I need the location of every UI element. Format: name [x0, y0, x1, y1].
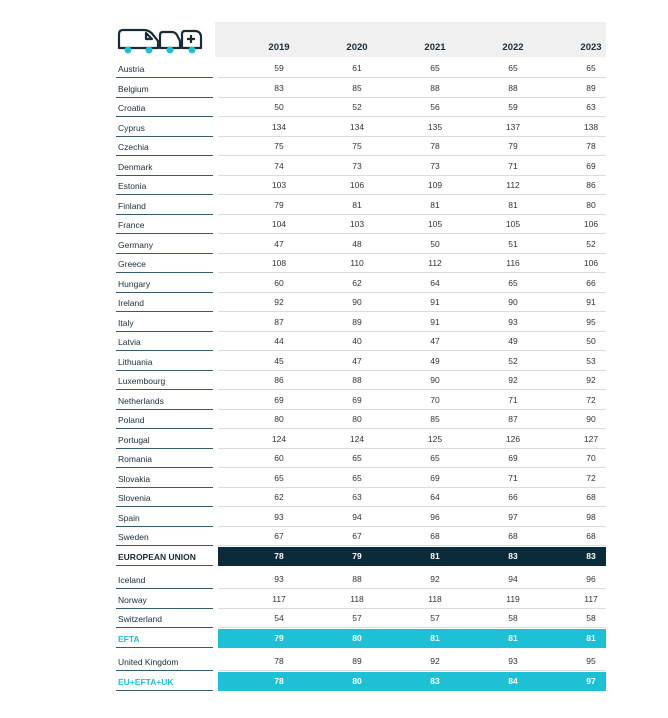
country-label: Luxembourg — [118, 376, 166, 386]
value-cell-2019: 50 — [274, 102, 284, 112]
value-cell-2022: 59 — [508, 102, 518, 112]
value-cell-2023: 138 — [583, 121, 599, 132]
vans-icon — [116, 24, 204, 56]
value-cell-2019: 54 — [274, 613, 284, 623]
country-underline — [116, 565, 213, 566]
country-label: Germany — [118, 239, 153, 250]
value-cell-2022: 105 — [505, 219, 521, 229]
country-label: Italy — [118, 317, 134, 328]
value-cell-2020: 94 — [352, 511, 362, 522]
value-cell-2020: 89 — [352, 316, 362, 327]
value-cell-2019: 86 — [274, 375, 284, 385]
value-cell-2019: 60 — [274, 453, 284, 463]
country-underline — [116, 647, 213, 648]
table-row — [0, 527, 668, 546]
value-cell-2023: 68 — [586, 531, 596, 541]
value-cell-2022: 81 — [508, 632, 518, 643]
table-row — [0, 254, 668, 273]
value-cell-2019: 60 — [274, 277, 284, 288]
value-cell-2020: 65 — [352, 453, 362, 463]
table-row — [0, 609, 668, 628]
value-cell-2019: 69 — [274, 394, 284, 405]
country-label: Iceland — [118, 575, 146, 585]
country-label: Denmark — [118, 161, 153, 172]
value-cell-2019: 47 — [274, 238, 284, 249]
table-row — [0, 469, 668, 488]
country-label: Poland — [118, 415, 145, 425]
value-cell-2021: 91 — [430, 316, 440, 327]
value-cell-2021: 49 — [430, 355, 440, 366]
table-row — [0, 488, 668, 507]
value-cell-2023: 69 — [586, 160, 596, 171]
value-cell-2021: 109 — [427, 180, 443, 190]
country-label: Belgium — [118, 83, 149, 94]
country-label: United Kingdom — [118, 657, 179, 667]
value-cell-2022: 81 — [508, 199, 518, 210]
value-cell-2019: 93 — [274, 511, 284, 522]
year-header-2022: 2022 — [502, 42, 524, 53]
country-label: Sweden — [118, 532, 149, 542]
value-cell-2019: 83 — [274, 82, 284, 93]
value-cell-2023: 63 — [586, 102, 596, 112]
country-label: Austria — [118, 64, 145, 74]
value-cell-2020: 88 — [352, 574, 362, 584]
value-cell-2023: 95 — [586, 316, 596, 327]
table-row — [0, 215, 668, 234]
country-label: Slovakia — [118, 473, 151, 484]
table-row — [0, 235, 668, 254]
value-cell-2023: 90 — [586, 414, 596, 424]
value-cell-2021: 83 — [430, 675, 440, 686]
value-cell-2021: 65 — [430, 453, 440, 463]
table-row — [0, 274, 668, 293]
country-label: EFTA — [118, 633, 140, 644]
value-cell-2023: 83 — [586, 550, 596, 561]
table-row — [0, 449, 668, 468]
country-label: Spain — [118, 512, 140, 523]
value-cell-2019: 45 — [274, 355, 284, 366]
value-cell-2020: 89 — [352, 656, 362, 666]
value-cell-2023: 95 — [586, 656, 596, 666]
value-cell-2021: 81 — [430, 632, 440, 643]
table-row — [0, 352, 668, 371]
value-cell-2022: 65 — [508, 277, 518, 288]
table-row — [0, 332, 668, 351]
value-cell-2020: 75 — [352, 141, 362, 151]
value-cell-2022: 79 — [508, 141, 518, 151]
value-cell-2023: 98 — [586, 511, 596, 522]
value-cell-2019: 74 — [274, 160, 284, 171]
value-cell-2019: 104 — [271, 219, 287, 229]
value-cell-2022: 51 — [508, 238, 518, 249]
eu-row — [0, 547, 668, 566]
table-row — [0, 590, 668, 609]
value-cell-2023: 53 — [586, 355, 596, 366]
country-label: Switzerland — [118, 614, 162, 624]
value-cell-2022: 137 — [505, 121, 521, 132]
value-cell-2021: 57 — [430, 613, 440, 623]
table-row — [0, 196, 668, 215]
value-cell-2019: 124 — [271, 433, 287, 444]
value-cell-2020: 73 — [352, 160, 362, 171]
value-cell-2021: 90 — [430, 375, 440, 385]
value-cell-2020: 67 — [352, 531, 362, 541]
table-row — [0, 118, 668, 137]
value-cell-2022: 92 — [508, 375, 518, 385]
value-cell-2021: 112 — [428, 258, 442, 268]
value-cell-2021: 64 — [430, 277, 440, 288]
value-cell-2023: 86 — [586, 180, 596, 190]
value-cell-2022: 88 — [508, 82, 518, 93]
value-cell-2021: 68 — [430, 531, 440, 541]
value-cell-2022: 126 — [505, 433, 521, 444]
value-cell-2020: 62 — [352, 277, 362, 288]
value-cell-2019: 79 — [274, 199, 284, 210]
table-row — [0, 570, 668, 589]
value-cell-2021: 118 — [428, 593, 442, 604]
value-cell-2020: 110 — [350, 258, 364, 268]
country-label: Slovenia — [118, 493, 151, 503]
value-cell-2019: 80 — [274, 414, 284, 424]
value-cell-2019: 78 — [274, 550, 284, 561]
efta-row — [0, 629, 668, 648]
value-cell-2023: 117 — [584, 593, 598, 604]
table-row — [0, 137, 668, 156]
value-cell-2023: 50 — [586, 336, 596, 346]
value-cell-2022: 116 — [506, 258, 520, 268]
value-cell-2022: 119 — [506, 593, 520, 604]
value-cell-2021: 78 — [430, 141, 440, 151]
value-cell-2023: 106 — [583, 258, 599, 268]
value-cell-2023: 66 — [586, 277, 596, 288]
value-cell-2022: 71 — [508, 160, 518, 171]
country-label: EU+EFTA+UK — [118, 676, 174, 687]
value-cell-2023: 92 — [586, 375, 596, 385]
country-label: Estonia — [118, 181, 147, 191]
value-cell-2020: 88 — [352, 375, 362, 385]
value-cell-2021: 105 — [427, 219, 443, 229]
value-cell-2023: 89 — [586, 82, 596, 93]
country-underline — [116, 690, 213, 691]
value-cell-2020: 40 — [352, 336, 362, 346]
table-row — [0, 293, 668, 312]
value-cell-2022: 97 — [508, 511, 518, 522]
value-cell-2022: 84 — [508, 675, 518, 686]
value-cell-2020: 48 — [352, 238, 362, 249]
value-cell-2023: 81 — [586, 632, 596, 643]
value-cell-2022: 87 — [508, 414, 518, 424]
value-cell-2021: 92 — [430, 574, 440, 584]
value-cell-2022: 66 — [508, 492, 518, 502]
table-row — [0, 59, 668, 78]
value-cell-2019: 134 — [271, 121, 287, 132]
value-cell-2020: 47 — [352, 355, 362, 366]
value-cell-2019: 93 — [274, 574, 284, 584]
value-cell-2021: 69 — [430, 472, 440, 483]
value-cell-2023: 80 — [586, 199, 596, 210]
value-cell-2020: 65 — [352, 472, 362, 483]
country-label: Netherlands — [118, 395, 164, 406]
year-header-2021: 2021 — [424, 42, 446, 53]
country-label: Cyprus — [118, 122, 145, 133]
value-cell-2022: 94 — [508, 574, 518, 584]
value-cell-2021: 47 — [430, 336, 440, 346]
year-header-2019: 2019 — [268, 42, 290, 53]
table-row — [0, 508, 668, 527]
value-cell-2021: 135 — [427, 121, 443, 132]
country-label: Latvia — [118, 337, 141, 347]
value-cell-2021: 81 — [430, 199, 440, 210]
value-cell-2019: 62 — [274, 492, 284, 502]
value-cell-2020: 106 — [349, 180, 365, 190]
value-cell-2021: 91 — [430, 297, 440, 307]
value-cell-2019: 44 — [274, 336, 284, 346]
table-row — [0, 371, 668, 390]
value-cell-2021: 81 — [430, 550, 440, 561]
value-cell-2023: 96 — [586, 574, 596, 584]
value-cell-2021: 56 — [430, 102, 440, 112]
country-label: France — [118, 220, 145, 230]
value-cell-2019: 117 — [272, 593, 286, 604]
country-label: Portugal — [118, 434, 150, 445]
value-cell-2023: 127 — [583, 433, 599, 444]
value-cell-2022: 49 — [508, 336, 518, 346]
value-cell-2021: 70 — [430, 394, 440, 405]
country-label: Lithuania — [118, 356, 153, 367]
value-cell-2020: 81 — [352, 199, 362, 210]
value-cell-2020: 79 — [352, 550, 362, 561]
table-row — [0, 430, 668, 449]
value-cell-2019: 87 — [274, 316, 284, 327]
value-cell-2023: 78 — [586, 141, 596, 151]
country-label: Greece — [118, 259, 146, 269]
value-cell-2023: 70 — [586, 453, 596, 463]
value-cell-2019: 75 — [274, 141, 284, 151]
total-row — [0, 672, 668, 691]
value-cell-2023: 106 — [583, 219, 599, 229]
value-cell-2023: 72 — [586, 472, 596, 483]
value-cell-2021: 64 — [430, 492, 440, 502]
value-cell-2020: 80 — [352, 675, 362, 686]
value-cell-2022: 90 — [508, 297, 518, 307]
value-cell-2020: 103 — [349, 219, 365, 229]
value-cell-2019: 79 — [274, 632, 284, 643]
value-cell-2020: 69 — [352, 394, 362, 405]
value-cell-2023: 68 — [586, 492, 596, 502]
table-row — [0, 652, 668, 671]
country-label: Norway — [118, 594, 147, 605]
value-cell-2020: 80 — [352, 632, 362, 643]
value-cell-2019: 59 — [274, 63, 284, 73]
table-row — [0, 79, 668, 98]
value-cell-2021: 50 — [430, 238, 440, 249]
value-cell-2023: 91 — [586, 297, 596, 307]
value-cell-2022: 68 — [508, 531, 518, 541]
year-header-2023: 2023 — [580, 42, 602, 53]
value-cell-2019: 78 — [274, 675, 284, 686]
value-cell-2022: 83 — [508, 550, 518, 561]
value-cell-2020: 85 — [352, 82, 362, 93]
table-row — [0, 98, 668, 117]
value-cell-2022: 58 — [508, 613, 518, 623]
table-row — [0, 410, 668, 429]
table-row — [0, 391, 668, 410]
value-cell-2020: 63 — [352, 492, 362, 502]
value-cell-2019: 108 — [271, 258, 287, 268]
country-label: Finland — [118, 200, 146, 211]
value-cell-2019: 103 — [271, 180, 287, 190]
year-header-2020: 2020 — [346, 42, 368, 53]
value-cell-2022: 93 — [508, 316, 518, 327]
value-cell-2023: 65 — [586, 63, 596, 73]
value-cell-2023: 52 — [586, 238, 596, 249]
value-cell-2020: 124 — [349, 433, 365, 444]
value-cell-2023: 97 — [586, 675, 596, 686]
value-cell-2021: 88 — [430, 82, 440, 93]
value-cell-2020: 52 — [352, 102, 362, 112]
value-cell-2022: 93 — [508, 656, 518, 666]
value-cell-2022: 112 — [506, 180, 520, 190]
value-cell-2023: 72 — [586, 394, 596, 405]
table-row — [0, 313, 668, 332]
value-cell-2020: 118 — [350, 593, 364, 604]
value-cell-2021: 85 — [430, 414, 440, 424]
country-label: Ireland — [118, 298, 144, 308]
country-label: Hungary — [118, 278, 151, 289]
value-cell-2019: 65 — [274, 472, 284, 483]
value-cell-2021: 65 — [430, 63, 440, 73]
value-cell-2023: 58 — [586, 613, 596, 623]
value-cell-2020: 80 — [352, 414, 362, 424]
value-cell-2019: 78 — [274, 656, 284, 666]
value-cell-2020: 134 — [349, 121, 365, 132]
value-cell-2020: 57 — [352, 613, 362, 623]
value-cell-2022: 71 — [508, 394, 518, 405]
value-cell-2020: 61 — [352, 63, 362, 73]
value-cell-2022: 71 — [508, 472, 518, 483]
country-label: Romania — [118, 454, 153, 464]
value-cell-2021: 96 — [430, 511, 440, 522]
value-cell-2021: 125 — [427, 433, 443, 444]
value-cell-2019: 67 — [274, 531, 284, 541]
country-label: Czechia — [118, 142, 149, 152]
value-cell-2022: 65 — [508, 63, 518, 73]
value-cell-2019: 92 — [274, 297, 284, 307]
table-row — [0, 157, 668, 176]
table-row — [0, 176, 668, 195]
value-cell-2022: 69 — [508, 453, 518, 463]
country-label: EUROPEAN UNION — [118, 551, 196, 562]
value-cell-2021: 92 — [430, 656, 440, 666]
value-cell-2021: 73 — [430, 160, 440, 171]
country-label: Croatia — [118, 103, 146, 113]
value-cell-2020: 90 — [352, 297, 362, 307]
value-cell-2022: 52 — [508, 355, 518, 366]
